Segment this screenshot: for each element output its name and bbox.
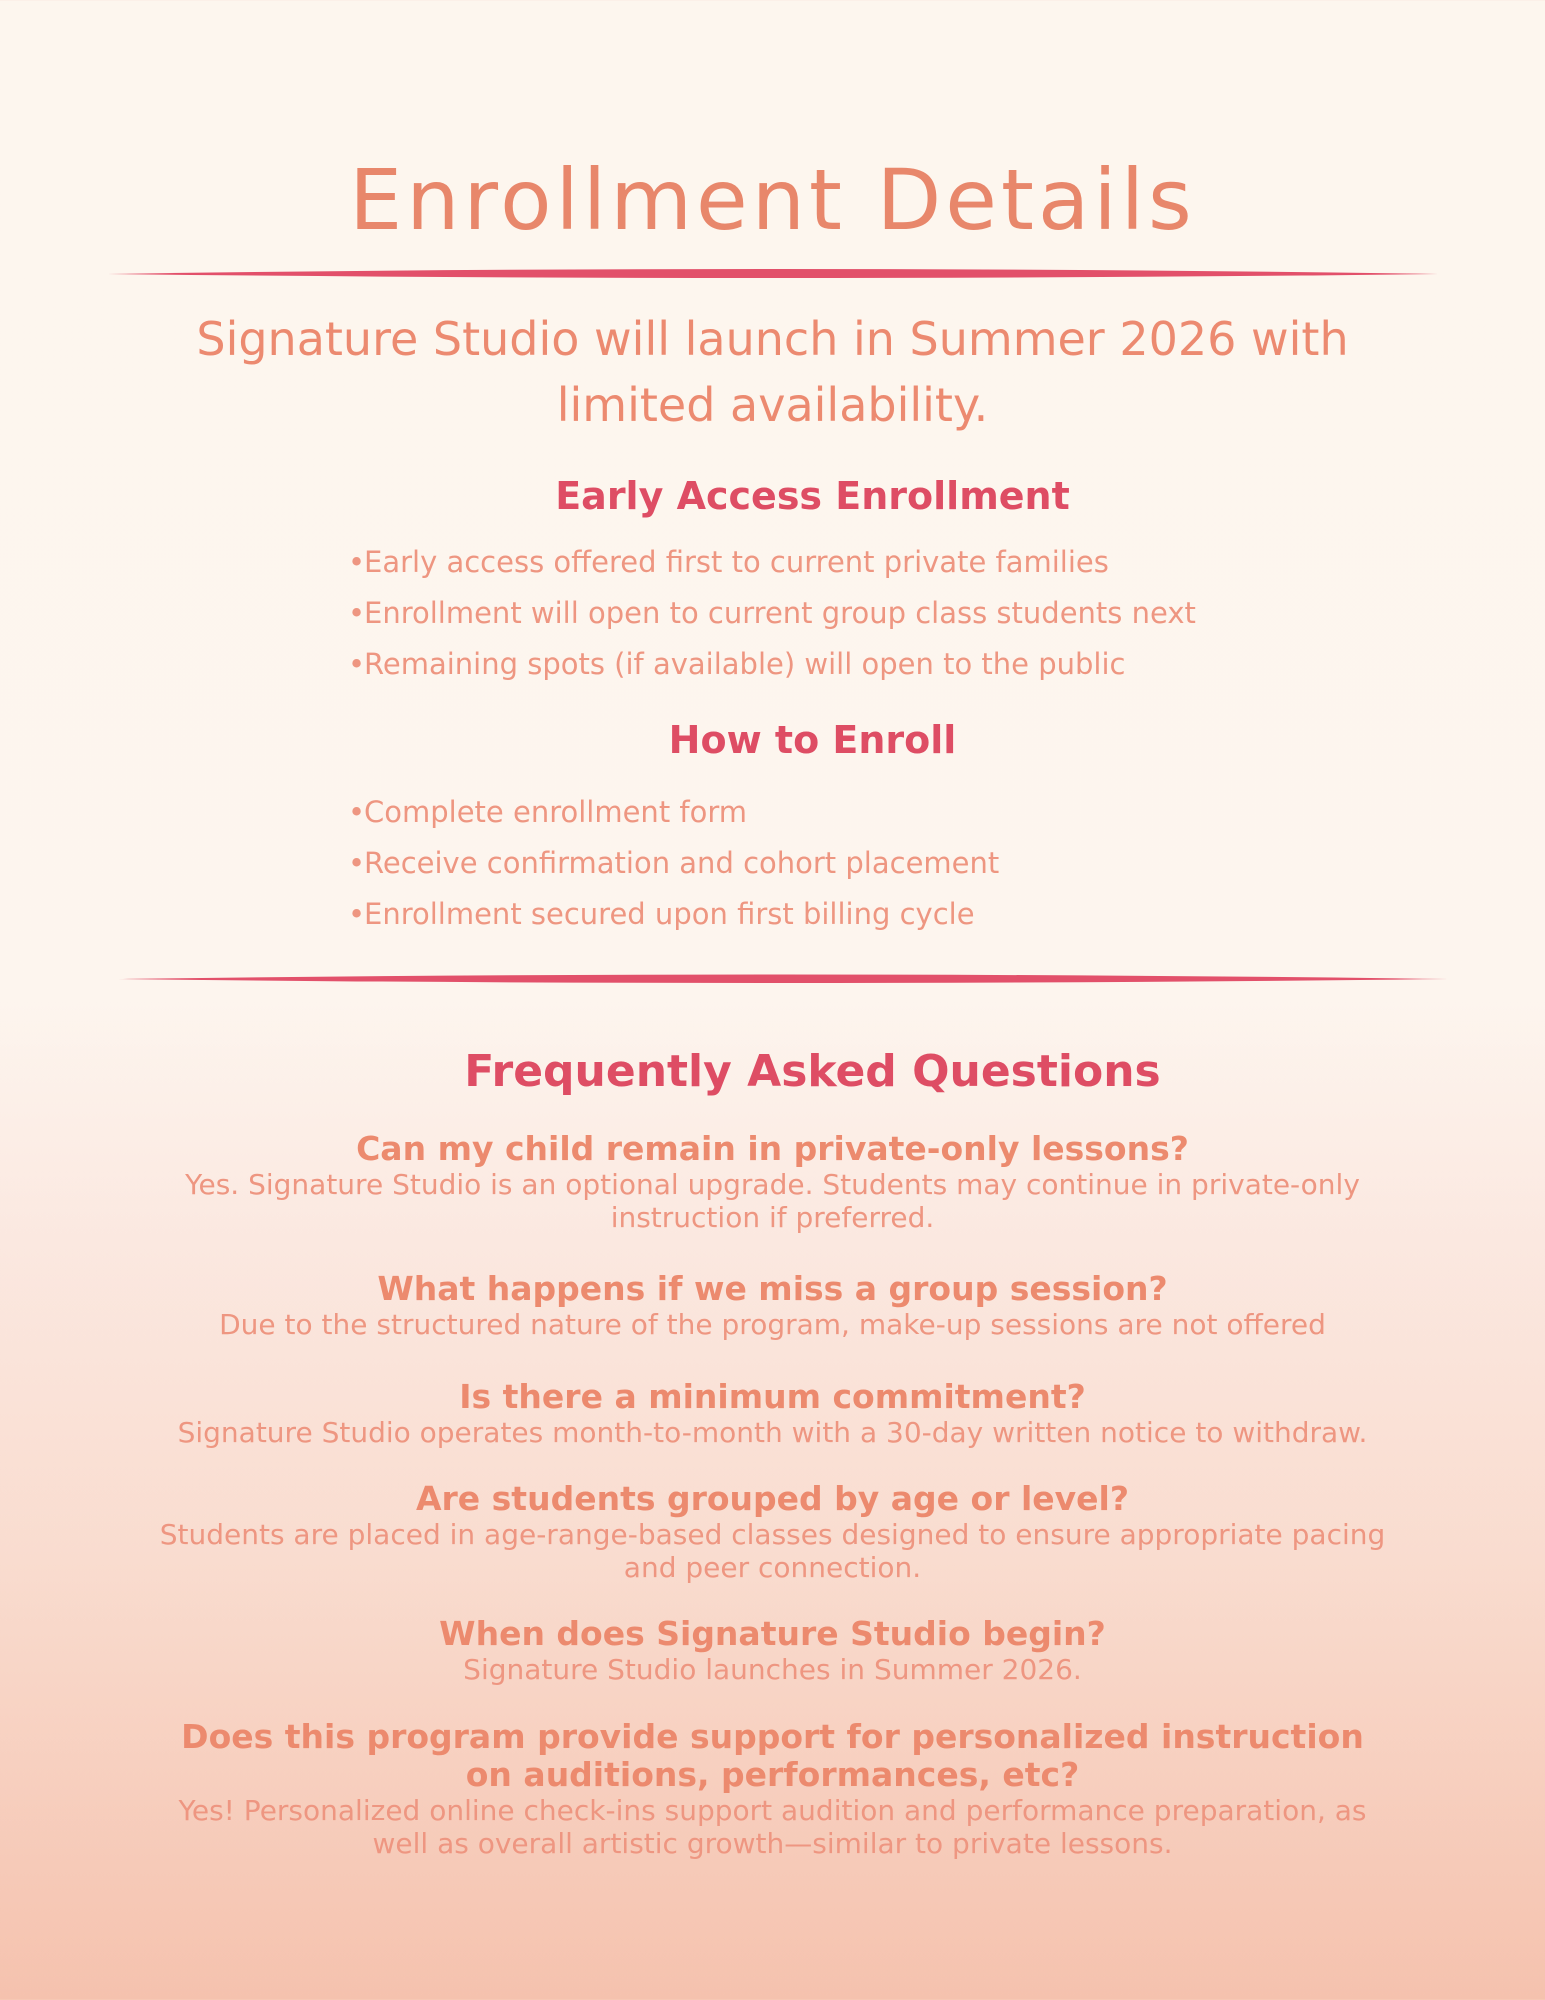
- faq-item: [130, 1480, 1415, 1584]
- list-item: [348, 588, 1196, 639]
- early-access-list: [348, 537, 1196, 690]
- list-item: [348, 787, 999, 838]
- faq-item: [130, 1130, 1415, 1234]
- faq-question: Can my child remain in private-only lessons?: [356, 1129, 1189, 1168]
- faq-answer: Signature Studio launches in Summer 2026.: [463, 1653, 1082, 1686]
- list-item-text: Enrollment secured upon first billing cycle: [364, 897, 975, 931]
- list-item: [348, 838, 999, 889]
- list-item-text: Early access offered first to current private families: [364, 545, 1109, 579]
- bullet-icon: •: [348, 897, 366, 931]
- list-item-text: Remaining spots (if available) will open to the public: [364, 647, 1126, 681]
- faq-question: Is there a minimum commitment?: [459, 1377, 1086, 1416]
- list-item: [348, 639, 1196, 690]
- faq-item: [130, 1378, 1415, 1449]
- bullet-icon: •: [348, 846, 366, 880]
- faq-item: [160, 1718, 1385, 1860]
- faq-question: What happens if we miss a group session?: [377, 1269, 1168, 1308]
- faq-answer: Yes! Personalized online check-ins support audition and performance preparation, as well as overall artistic growth—similar to private lessons.: [178, 1794, 1367, 1860]
- faq-heading: Frequently Asked Questions: [464, 1046, 1161, 1097]
- faq-answer: Students are placed in age-range-based classes designed to ensure appropriate pacing and peer connection.: [159, 1518, 1386, 1584]
- middle-divider: [0, 967, 1545, 991]
- faq-answer: Due to the structured nature of the program, make-up sessions are not offered: [219, 1308, 1326, 1341]
- bullet-icon: •: [348, 596, 366, 630]
- faq-question: When does Signature Studio begin?: [439, 1614, 1106, 1653]
- intro-text: Signature Studio will launch in Summer 2026 with limited availability.: [196, 312, 1349, 432]
- faq-item: [130, 1615, 1415, 1686]
- list-item-text: Receive confirmation and cohort placement: [364, 846, 1000, 880]
- faq-question: Are students grouped by age or level?: [415, 1479, 1130, 1518]
- page-title: Enrollment Details: [349, 151, 1196, 249]
- faq-answer: Signature Studio operates month-to-month with a 30-day written notice to withdraw.: [177, 1416, 1368, 1449]
- faq-question: Does this program provide support for personalized instruction on auditions, performances, etc?: [181, 1717, 1364, 1794]
- faq-answer: Yes. Signature Studio is an optional upgrade. Students may continue in private-only instruction if preferred.: [185, 1168, 1360, 1234]
- list-item-text: Enrollment will open to current group class students next: [364, 596, 1196, 630]
- list-item: [348, 537, 1196, 588]
- bullet-icon: •: [348, 545, 366, 579]
- list-item: [348, 889, 999, 940]
- faq-item: [130, 1270, 1415, 1341]
- list-item-text: Complete enrollment form: [364, 795, 748, 829]
- bullet-icon: •: [348, 647, 366, 681]
- bullet-icon: •: [348, 795, 366, 829]
- early-access-heading: Early Access Enrollment: [555, 474, 1070, 518]
- how-to-enroll-heading: How to Enroll: [668, 718, 957, 762]
- top-divider: [0, 262, 1545, 286]
- how-to-enroll-list: [348, 787, 999, 940]
